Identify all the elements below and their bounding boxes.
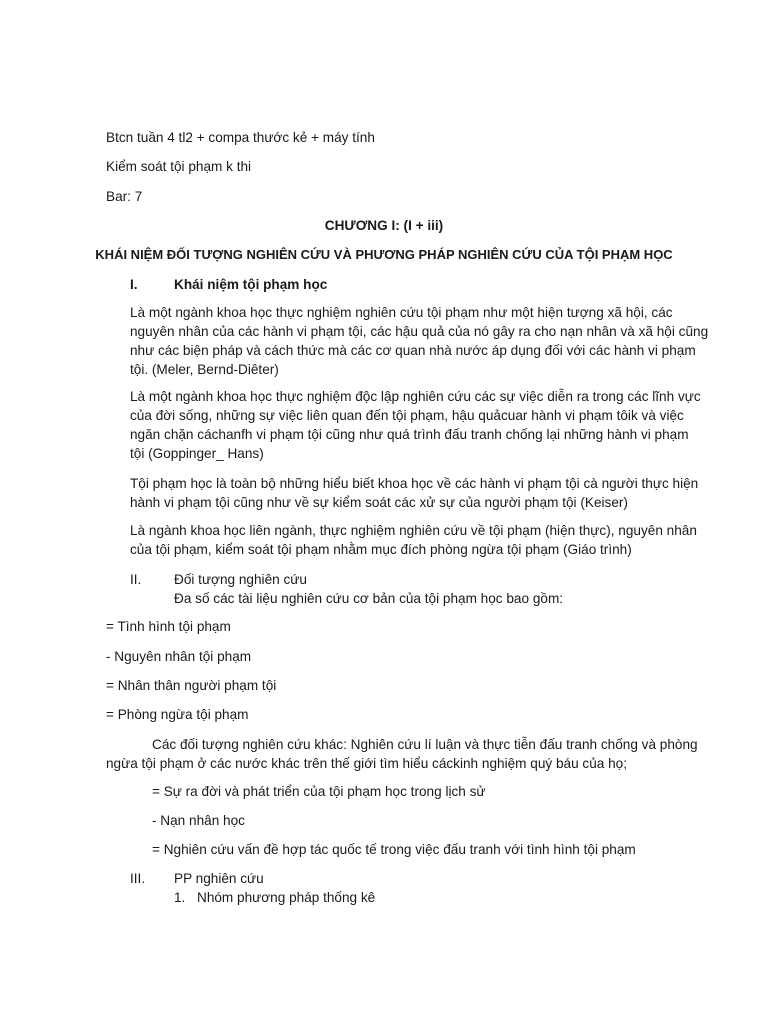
section-3-heading: PP nghiên cứu	[174, 871, 264, 886]
paragraph-line: như các biện pháp và cách thức mà các cơ quan nhà nước áp dụng đối với các hành vi phạm	[130, 343, 696, 358]
paragraph-line: tội. (Meler, Bernd-Diêter)	[130, 362, 279, 377]
section-1-paragraph-3	[130, 474, 699, 512]
section-2-numeral: II.	[130, 572, 142, 587]
paragraph-line: Là một ngành khoa học thực nghiệm độc lập nghiên cứu các sự việc diễn ra trong các lĩnh vực	[130, 389, 701, 404]
other-list-item: - Nạn nhân học	[152, 813, 245, 828]
section-1-paragraph-4	[130, 521, 697, 559]
section-3-sub-heading: Nhóm phương pháp thống kê	[197, 890, 376, 905]
section-3-sub-number: 1.	[174, 890, 186, 905]
list-item: = Tình hình tội phạm	[106, 619, 231, 634]
paragraph-line: của tội phạm, kiểm soát tội phạm nhằm mục đích phòng ngừa tội phạm (Giáo trình)	[130, 542, 632, 557]
other-line: ngừa tội phạm ở các nước khác trên thế giới tìm hiểu cáckinh nghiệm quý báu của họ;	[106, 756, 628, 771]
list-item: = Phòng ngừa tội phạm	[106, 707, 249, 722]
chapter-title: CHƯƠNG I: (I + iii)	[324, 218, 444, 233]
list-item: = Nhân thân người phạm tội	[106, 678, 277, 693]
section-1-numeral: I.	[130, 277, 138, 292]
chapter-subtitle: KHÁI NIỆM ĐỐI TƯỢNG NGHIÊN CỨU VÀ PHƯƠNG PHÁP NGHIÊN CỨU CỦA TỘI PHẠM HỌC	[95, 247, 673, 262]
header-line-1: Btcn tuần 4 tl2 + compa thước kẻ + máy tính	[106, 130, 375, 145]
paragraph-line: Là một ngành khoa học thực nghiệm nghiên cứu tội phạm như một hiện tượng xã hội, các	[130, 305, 673, 320]
header-line-2: Kiểm soát tội phạm k thi	[106, 159, 252, 174]
section-1-heading: Khái niệm tội phạm học	[174, 277, 328, 292]
section-2-heading: Đối tượng nghiên cứu	[174, 572, 307, 587]
paragraph-line: của đời sống, những sự việc liên quan đến tội phạm, hậu quảcuar hành vi phạm tôik và việc	[130, 408, 684, 423]
section-1-paragraph-2	[130, 387, 701, 463]
other-list-item: = Sự ra đời và phát triển của tội phạm học trong lịch sử	[152, 784, 486, 799]
section-3-numeral: III.	[130, 871, 146, 886]
paragraph-line: ngăn chặn cáchanfh vi phạm tội cũng như quá trình đấu tranh chống lại những hành vi phạm	[130, 427, 689, 442]
paragraph-line: Tội phạm học là toàn bộ những hiểu biết khoa học về các hành vi phạm tội cà người thực hiện	[130, 476, 699, 491]
section-1-paragraph-1	[130, 303, 709, 379]
paragraph-line: tội (Goppinger_ Hans)	[130, 446, 264, 461]
list-item: - Nguyên nhân tội phạm	[106, 649, 252, 664]
header-line-3: Bar: 7	[106, 189, 143, 204]
other-line: Các đối tượng nghiên cứu khác: Nghiên cứu lí luận và thực tiễn đấu tranh chống và phòng	[152, 737, 698, 752]
paragraph-line: Là ngành khoa học liên ngành, thực nghiệm nghiên cứu về tội phạm (hiện thực), nguyên nhân	[130, 523, 697, 538]
other-list-item: = Nghiên cứu vấn đề hợp tác quốc tế trong việc đấu tranh với tình hình tội phạm	[152, 842, 636, 857]
section-2-intro: Đa số các tài liệu nghiên cứu cơ bản của tội phạm học bao gồm:	[174, 591, 564, 606]
paragraph-line: hành vi phạm tội cũng như về sự kiểm soát các xử sự của người phạm tội (Keiser)	[130, 495, 628, 510]
paragraph-line: nguyên nhân của các hành vi phạm tội, các hậu quả của nó gây ra cho nạn nhân và xã hội cũng	[130, 324, 709, 339]
